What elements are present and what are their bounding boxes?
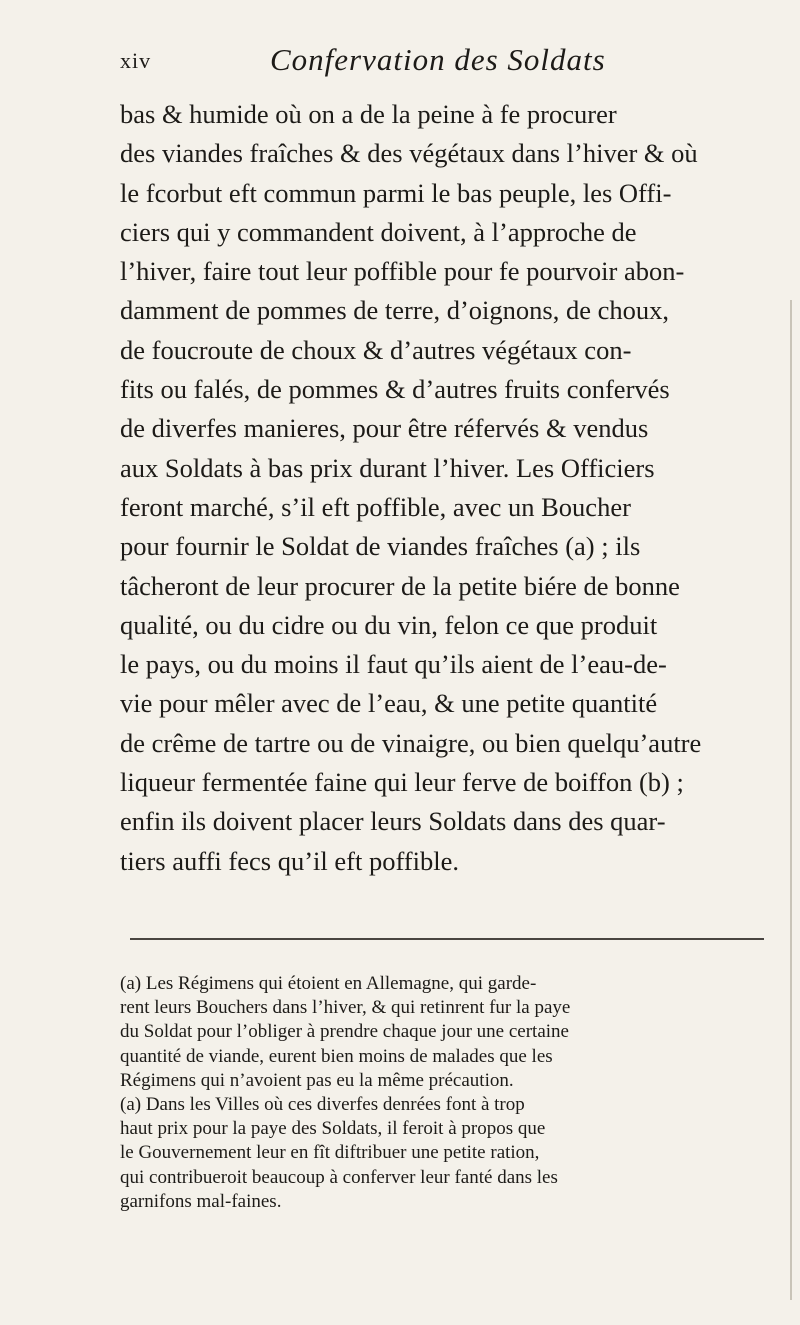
main-text	[120, 95, 770, 881]
text-line: de crême de tartre ou de vinaigre, ou bien quelqu’autre	[120, 727, 702, 758]
text-line: tiers auffi fecs qu’il eft poffible.	[120, 845, 459, 876]
footnote-line: Régimens qui n’avoient pas eu la même précaution.	[120, 1069, 514, 1091]
footnote-line: quantité de viande, eurent bien moins de malades que les	[120, 1045, 553, 1067]
text-line: tâcheront de leur procurer de la petite biére de bonne	[120, 570, 680, 601]
text-line: enfin ils doivent placer leurs Soldats dans des quar-	[120, 806, 666, 837]
footnote-divider	[130, 938, 764, 940]
page-edge-shadow	[790, 300, 792, 1300]
text-line: feront marché, s’il eft poffible, avec un Boucher	[120, 491, 631, 522]
page-number: xiv	[120, 48, 152, 73]
running-title: Confervation des Soldats	[270, 42, 606, 77]
footnote-line: du Soldat pour l’obliger à prendre chaque jour une certaine	[120, 1021, 569, 1043]
text-line: aux Soldats à bas prix durant l’hiver. Les Officiers	[120, 452, 655, 483]
text-line: damment de pommes de terre, d’oignons, de choux,	[120, 295, 669, 326]
text-line: fits ou falés, de pommes & d’autres fruits confervés	[120, 374, 670, 405]
footnote-line: garnifons mal-faines.	[120, 1190, 282, 1212]
footnotes	[120, 972, 770, 1214]
footnote-line: rent leurs Bouchers dans l’hiver, & qui retinrent fur la paye	[120, 997, 571, 1019]
footnote-line: qui contribueroit beaucoup à conferver leur fanté dans les	[120, 1166, 558, 1188]
text-line: pour fournir le Soldat de viandes fraîches (a) ; ils	[120, 531, 641, 562]
footnote-line: (a) Les Régimens qui étoient en Allemagne, qui garde-	[120, 973, 537, 994]
text-line: bas & humide où on a de la peine à fe procurer	[120, 99, 617, 129]
text-line: des viandes fraîches & des végétaux dans l’hiver & où	[120, 138, 698, 169]
text-line: vie pour mêler avec de l’eau, & une petite quantité	[120, 688, 658, 719]
text-line: l’hiver, faire tout leur poffible pour fe pourvoir abon-	[120, 256, 685, 287]
footnote-line: le Gouvernement leur en fît diftribuer une petite ration,	[120, 1142, 540, 1164]
footnote-line: (a) Dans les Villes où ces diverfes denrées font à trop	[120, 1093, 525, 1115]
text-line: liqueur fermentée faine qui leur ferve de boiffon (b) ;	[120, 767, 684, 798]
text-line: de diverfes manieres, pour être réfervés & vendus	[120, 413, 649, 444]
text-line: le pays, ou du moins il faut qu’ils aient de l’eau-de-	[120, 649, 667, 680]
text-line: ciers qui y commandent doivent, à l’approche de	[120, 216, 637, 247]
page-header	[120, 42, 760, 82]
text-line: qualité, ou du cidre ou du vin, felon ce que produit	[120, 609, 658, 640]
footnote-line: haut prix pour la paye des Soldats, il feroit à propos que	[120, 1118, 546, 1140]
text-line: de foucroute de choux & d’autres végétaux con-	[120, 334, 632, 365]
text-line: le fcorbut eft commun parmi le bas peuple, les Offi-	[120, 177, 672, 208]
